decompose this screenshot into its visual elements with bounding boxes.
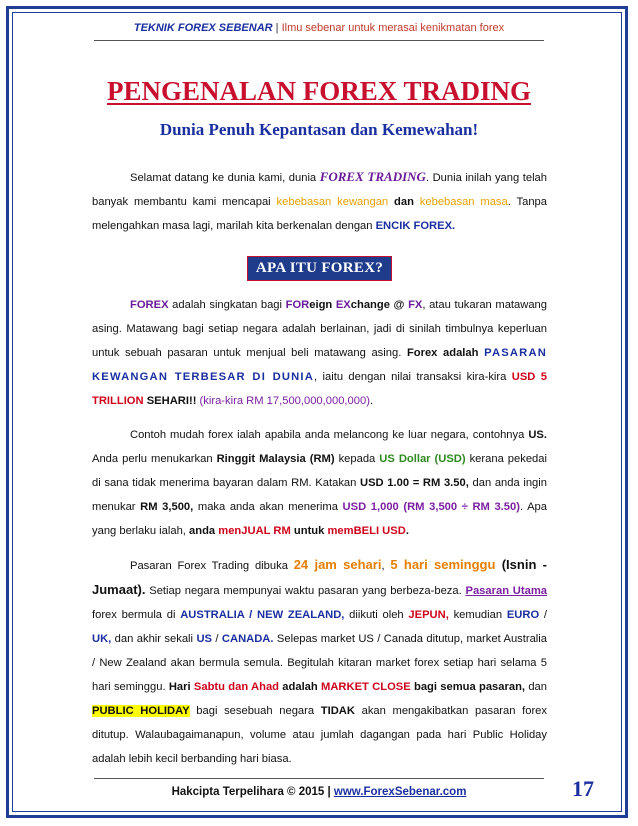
page-header: [0, 22, 638, 34]
forex-trading-brand: FOREX TRADING: [319, 169, 426, 184]
footer-rule: [94, 778, 544, 779]
page-title: PENGENALAN FOREX TRADING: [106, 76, 532, 106]
header-brand: TEKNIK FOREX SEBENAR: [133, 22, 273, 34]
header-tagline: Ilmu sebenar untuk merasai kenikmatan forex: [281, 22, 505, 34]
example-paragraph: Contoh mudah forex ialah apabila anda melancong ke luar negara, contohnya US. Anda perlu menukarkan Ringgit Malaysia (RM) kepada US Dollar (USD) kerana pekedai di sana tidak menerima bayaran dalam RM. Katakan USD 1.00 = RM 3.50, dan anda ingin menukar RM 3,500, maka anda akan menerima USD 1,000 (RM 3,500 ÷ RM 3.50). Apa yang berlaku ialah, anda menJUAL RM untuk memBELI USD.: [92, 429, 547, 537]
kebebasan-kewangan: kebebasan kewangan: [276, 196, 389, 208]
page-number: 17: [572, 776, 594, 801]
encik-forex: ENCIK FOREX.: [375, 220, 456, 232]
pasaran-terbesar: PASARAN KEWANGAN TERBESAR DI DUNIA: [92, 347, 548, 383]
page-subtitle: Dunia Penuh Kepantasan dan Kemewahan!: [159, 120, 479, 139]
main-content: [92, 165, 547, 771]
page-footer: [0, 786, 638, 798]
header-rule: [94, 40, 544, 41]
footer-copyright: Hakcipta Terpelihara © 2015 |: [171, 786, 334, 798]
market-hours-paragraph: Pasaran Forex Trading dibuka 24 jam sehari, 5 hari seminggu (Isnin - Jumaat). Setiap negara mempunyai waktu pasaran yang berbeza-beza. Pasaran Utama forex bermula di AUSTRALIA / NEW ZEALAND, diikuti oleh JEPUN, kemudian EURO / UK, dan akhir sekali US / CANADA. Selepas market US / Canada ditutup, market Australia / New Zealand akan bermula semula. Begitulah kitaran market forex setiap hari selama 5 hari seminggu. Hari Sabtu dan Ahad adalah MARKET CLOSE bagi semua pasaran, dan PUBLIC HOLIDAY bagi sesebuah negara TIDAK akan mengakibatkan pasaran forex ditutup. Walaubagaimanapun, volume atau jumlah dagangan pada hari Public Holiday adalah lebih kecil berbanding hari biasa.: [92, 557, 548, 765]
kebebasan-masa: kebebasan masa: [419, 196, 508, 208]
forex-definition-paragraph: FOREX adalah singkatan bagi FOReign EXchange @ FX, atau tukaran matawang asing. Matawang bagi setiap negara adalah berlainan, jadi di sinilah timbulnya keperluan untuk sebuah pasaran untuk menjual beli matawang asing. Forex adalah PASARAN KEWANGAN TERBESAR DI DUNIA, iaitu dengan nilai transaksi kira-kira USD 5 TRILLION SEHARI!! (kira-kira RM 17,500,000,000,000).: [92, 299, 548, 407]
section-heading: APA ITU FOREX?: [92, 256, 547, 281]
public-holiday-highlight: PUBLIC HOLIDAY: [92, 705, 190, 717]
footer-website-link[interactable]: www.ForexSebenar.com: [333, 786, 467, 798]
intro-paragraph: Selamat datang ke dunia kami, dunia FOREX TRADING. Dunia inilah yang telah banyak membantu kami mencapai kebebasan kewangan dan kebebasan masa. Tanpa melengahkan masa lagi, marilah kita berkenalan dengan ENCIK FOREX.: [92, 169, 548, 232]
header-separator: |: [272, 22, 282, 34]
